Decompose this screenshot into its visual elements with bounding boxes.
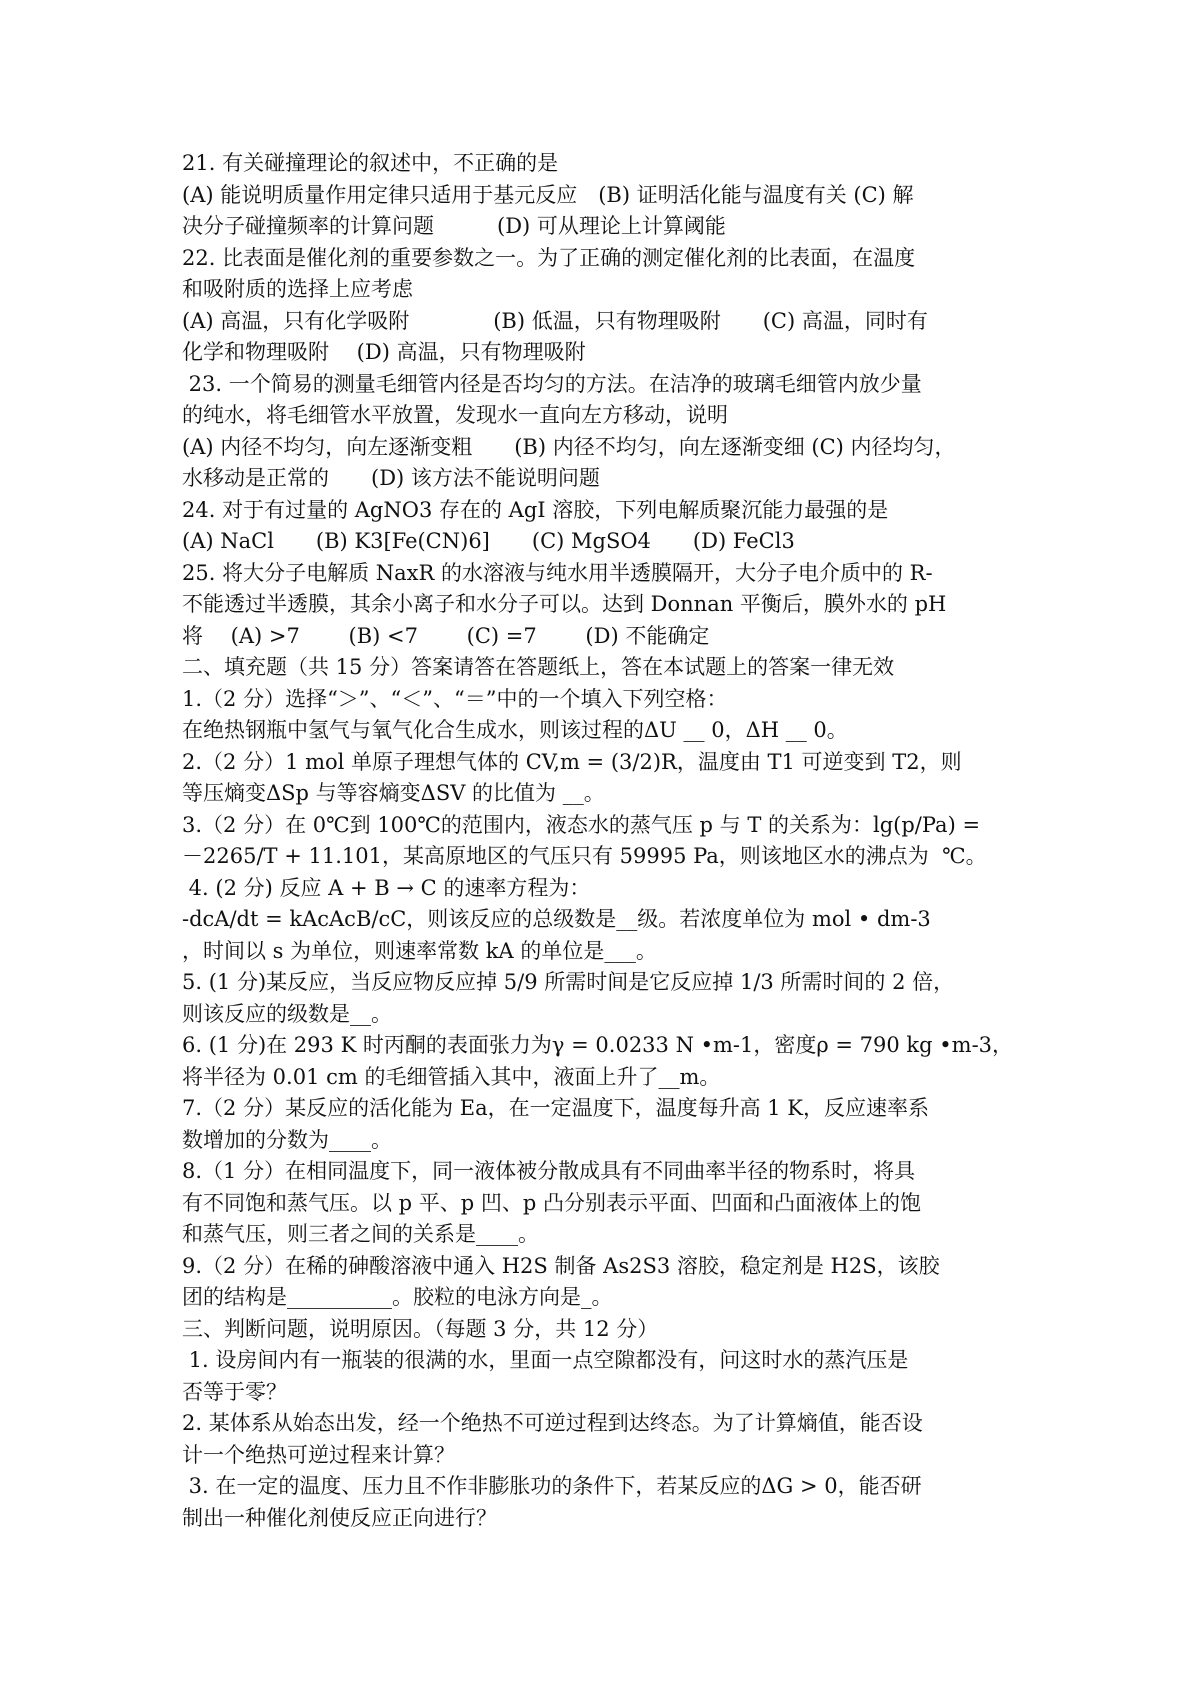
text-line: 将半径为 0.01 cm 的毛细管插入其中，液面上升了__m。 [182, 1064, 721, 1089]
text-line: 的纯水，将毛细管水平放置，发现水一直向左方移动，说明 [182, 403, 728, 427]
text-line: 25. 将大分子电解质 NaxR 的水溶液与纯水用半透膜隔开，大分子电介质中的 R- [182, 560, 933, 585]
text-line: 4. (2 分) 反应 A + B → C 的速率方程为： [182, 875, 591, 900]
text-line: 9.（2 分）在稀的砷酸溶液中通入 H2S 制备 As2S3 溶胶，稳定剂是 H2S，该胶 [182, 1253, 940, 1278]
text-line: 有不同饱和蒸气压。以 p 平、p 凹、p 凸分别表示平面、凹面和凸面液体上的饱 [182, 1190, 922, 1215]
text-line: 24. 对于有过量的 AgNO3 存在的 AgI 溶胶，下列电解质聚沉能力最强的是 [182, 497, 889, 522]
text-line: 三、判断问题，说明原因。（每题 3 分，共 12 分） [182, 1316, 659, 1341]
text-line: 3.（2 分）在 0℃到 100℃的范围内，液态水的蒸气压 p 与 T 的关系为：lg(p/Pa) = [182, 812, 981, 837]
text-line: 8.（1 分）在相同温度下，同一液体被分散成具有不同曲率半径的物系时，将具 [182, 1159, 916, 1183]
text-line: ，时间以 s 为单位，则速率常数 kA 的单位是___。 [182, 938, 657, 963]
text-line: (A) 能说明质量作用定律只适用于基元反应 (B) 证明活化能与温度有关 (C) 解 [182, 182, 914, 207]
text-line: 23. 一个简易的测量毛细管内径是否均匀的方法。在洁净的玻璃毛细管内放少量 [182, 371, 922, 396]
text-line: 将 (A) >7 (B) <7 (C) =7 (D) 不能确定 [182, 623, 710, 648]
text-line: 团的结构是__________。胶粒的电泳方向是_。 [182, 1285, 613, 1309]
text-line: 化学和物理吸附 (D) 高温，只有物理吸附 [182, 340, 586, 364]
text-line: 不能透过半透膜，其余小离子和水分子可以。达到 Donnan 平衡后，膜外水的 pH [182, 592, 947, 616]
text-line: 22. 比表面是催化剂的重要参数之一。为了正确的测定催化剂的比表面，在温度 [182, 245, 916, 270]
text-line: 7.（2 分）某反应的活化能为 Ea，在一定温度下，温度每升高 1 K，反应速率系 [182, 1096, 929, 1120]
text-line: 21. 有关碰撞理论的叙述中，不正确的是 [182, 151, 559, 175]
text-line: 在绝热钢瓶中氢气与氧气化合生成水，则该过程的ΔU __ 0，ΔH __ 0。 [182, 718, 848, 742]
text-line: 数增加的分数为____。 [182, 1127, 392, 1152]
text-line: (A) 高温，只有化学吸附 (B) 低温，只有物理吸附 (C) 高温，同时有 [182, 308, 928, 333]
text-line: 1.（2 分）选择“＞”、“＜”、“＝”中的一个填入下列空格： [182, 686, 728, 711]
text-line: 决分子碰撞频率的计算问题 (D) 可从理论上计算阈能 [182, 214, 726, 238]
text-line: 等压熵变ΔSp 与等容熵变ΔSV 的比值为 __。 [182, 781, 605, 805]
document-text [182, 148, 1042, 1534]
text-line: (A) NaCl (B) K3[Fe(CN)6] (C) MgSO4 (D) FeCl3 [182, 529, 795, 553]
text-line: 2. 某体系从始态出发，经一个绝热不可逆过程到达终态。为了计算熵值，能否设 [182, 1411, 923, 1435]
text-line: 否等于零？ [182, 1379, 287, 1404]
text-line: 5. (1 分)某反应，当反应物反应掉 5/9 所需时间是它反应掉 1/3 所需时间的 2 倍， [182, 970, 955, 994]
text-line: (A) 内径不均匀，向左逐渐变粗 (B) 内径不均匀，向左逐渐变细 (C) 内径均匀， [182, 434, 956, 459]
text-line: 水移动是正常的 (D) 该方法不能说明问题 [182, 466, 600, 490]
text-line: -dcA/dt = kAcAcB/cC，则该反应的总级数是__级。若浓度单位为 mol • dm-3 [182, 907, 931, 931]
text-line: 3. 在一定的温度、压力且不作非膨胀功的条件下，若某反应的ΔG > 0，能否研 [182, 1474, 922, 1498]
text-line: 计一个绝热可逆过程来计算？ [182, 1442, 455, 1467]
text-line: 制出一种催化剂使反应正向进行？ [182, 1505, 497, 1530]
text-line: 2.（2 分）1 mol 单原子理想气体的 CV,m = (3/2)R，温度由 T1 可逆变到 T2，则 [182, 749, 962, 774]
text-line: 和吸附质的选择上应考虑 [182, 277, 413, 301]
text-line: 1. 设房间内有一瓶装的很满的水，里面一点空隙都没有，问这时水的蒸汽压是 [182, 1348, 909, 1372]
text-line: 6. (1 分)在 293 K 时丙酮的表面张力为γ = 0.0233 N •m-1，密度ρ = 790 kg •m-3， [182, 1033, 1014, 1057]
text-line: 和蒸气压，则三者之间的关系是____。 [182, 1222, 539, 1246]
text-line: 二、填充题（共 15 分）答案请答在答题纸上，答在本试题上的答案一律无效 [182, 655, 895, 679]
text-line: 则该反应的级数是__。 [182, 1001, 392, 1026]
text-line: －2265/T + 11.101，某高原地区的气压只有 59995 Pa，则该地区水的沸点为 ℃。 [182, 844, 987, 868]
